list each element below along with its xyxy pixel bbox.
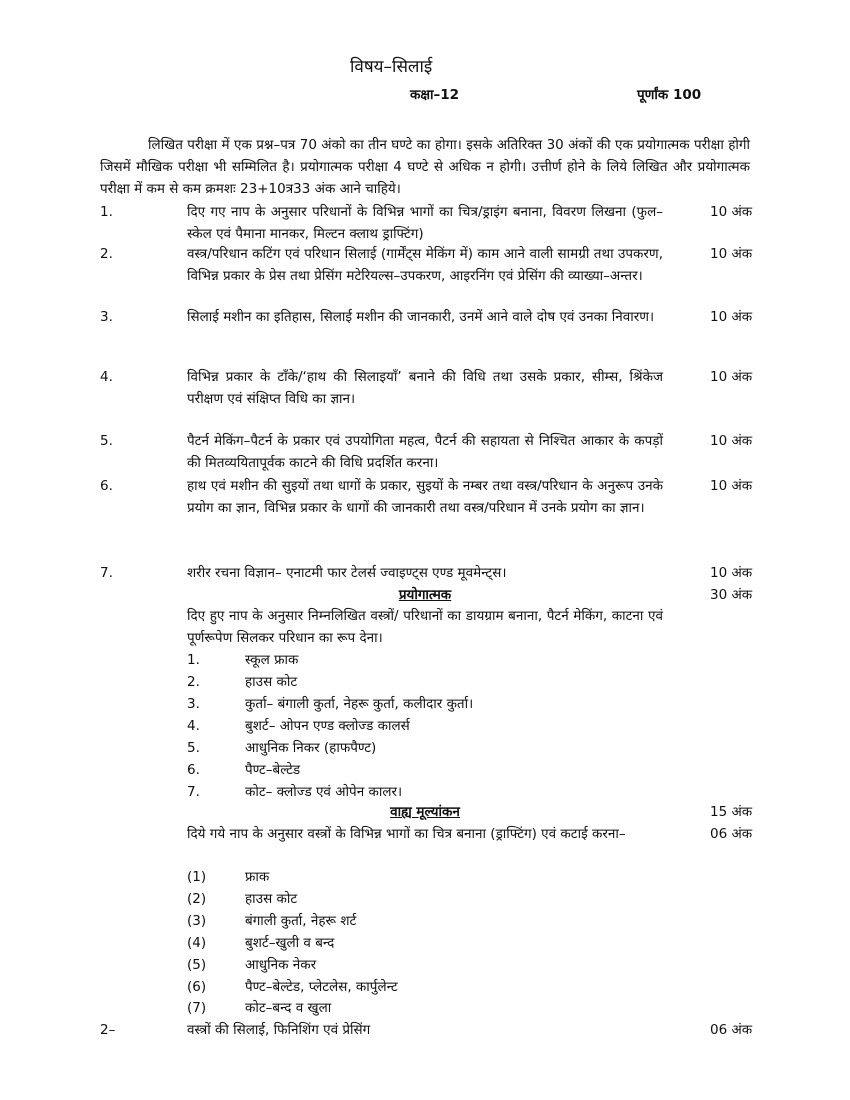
external-part2-number: 2– bbox=[100, 1022, 116, 1038]
list-item: हाउस कोट bbox=[245, 674, 298, 690]
list-number: (2) bbox=[187, 891, 207, 907]
list-item: कुर्ता– बंगाली कुर्ता, नेहरू कुर्ता, कलीदार कुर्ता। bbox=[245, 696, 474, 712]
item-marks: 10 अंक bbox=[710, 433, 753, 449]
practical-heading bbox=[187, 584, 663, 606]
external-part2-marks: 06 अंक bbox=[710, 1022, 753, 1038]
practical-marks: 30 अंक bbox=[710, 587, 753, 603]
list-item: पैण्ट–बेल्टेड, प्लेटलेस, कार्पुलेन्ट bbox=[245, 979, 398, 995]
item-number: 5. bbox=[100, 433, 113, 449]
list-item: आधुनिक निकर (हाफपैण्ट) bbox=[245, 740, 377, 756]
item-text: दिए गए नाप के अनुसार परिधानों के विभिन्न भागों का चित्र/ड्राइंग बनाना, विवरण लिखना (फुल–स्केल एवं पैमाना मानकर, मिल्टन क्लाथ ड्राफ्टिंग) bbox=[187, 204, 663, 242]
list-number: 2. bbox=[187, 674, 200, 690]
intro-paragraph: लिखित परीक्षा में एक प्रश्न–पत्र 70 अंको का तीन घण्टे का होगा। इसके अतिरिक्त 30 अंकों की एक प्रयोगात्मक परीक्षा होगी जिसमें मौखिक परीक्षा भी सम्मिलित है। प्रयोगात्मक परीक्षा 4 घण्टे से अधिक न होगी। उत्तीर्ण होने के लिये लिखित और प्रयोगात्मक परीक्षा में कम से कम क्रमशः 23+10त्र33 अंक आने चाहिये। bbox=[100, 137, 750, 197]
max-marks: पूर्णांक 100 bbox=[637, 87, 702, 103]
item-number: 7. bbox=[100, 565, 113, 581]
list-item: स्कूल फ्राक bbox=[245, 652, 299, 668]
item-text: वस्त्र/परिधान कटिंग एवं परिधान सिलाई (गार्मेंट्स मेकिंग में) काम आने वाली सामग्री तथा उपकरण, विभिन्न प्रकार के प्रेस तथा प्रेसिंग मटेरियल्स–उपकरण, आइरनिंग एवं प्रेसिंग की व्याख्या–अन्तर। bbox=[187, 246, 663, 284]
list-number: 7. bbox=[187, 784, 200, 800]
item-marks: 10 अंक bbox=[710, 478, 753, 494]
item-marks: 10 अंक bbox=[710, 309, 753, 325]
item-marks: 10 अंक bbox=[710, 565, 753, 581]
list-item: फ्राक bbox=[245, 869, 270, 885]
list-item: बंगाली कुर्ता, नेहरू शर्ट bbox=[245, 913, 357, 929]
list-item: हाउस कोट bbox=[245, 891, 298, 907]
external-marks: 15 अंक bbox=[710, 804, 753, 820]
item-marks: 10 अंक bbox=[710, 204, 753, 220]
external-part1-marks: 06 अंक bbox=[710, 826, 753, 842]
list-number: 3. bbox=[187, 696, 200, 712]
practical-description: दिए हुए नाप के अनुसार निम्नलिखित वस्त्रों/ परिधानों का डायग्राम बनाना, पैटर्न मेकिंग, काटना एवं पूर्णरूपेण सिलकर परिधान का रूप देना। bbox=[187, 608, 663, 646]
list-number: (7) bbox=[187, 1000, 207, 1016]
list-item: कोट–बन्द व खुला bbox=[245, 1000, 332, 1016]
item-number: 3. bbox=[100, 309, 113, 325]
item-text: विभिन्न प्रकार के टाँके/‘हाथ की सिलाइयाँ’ बनाने की विधि तथा उसके प्रकार, सीम्स, श्रिंकेज परीक्षण एवं संक्षिप्त विधि का ज्ञान। bbox=[187, 369, 663, 407]
list-number: 4. bbox=[187, 718, 200, 734]
list-item: पैण्ट–बेल्टेड bbox=[245, 762, 301, 778]
list-item: आधुनिक नेकर bbox=[245, 957, 317, 973]
class-label: कक्षा–12 bbox=[410, 87, 460, 103]
list-number: (6) bbox=[187, 979, 207, 995]
item-text: पैटर्न मेकिंग–पैटर्न के प्रकार एवं उपयोगिता महत्व, पैटर्न की सहायता से निश्चित आकार के कपड़ों की मितव्ययितापूर्वक काटने की विधि प्रदर्शित करना। bbox=[187, 433, 663, 471]
item-number: 6. bbox=[100, 478, 113, 494]
list-number: (5) bbox=[187, 957, 207, 973]
item-number: 2. bbox=[100, 246, 113, 262]
item-text: शरीर रचना विज्ञान– एनाटमी फार टेलर्स ज्वाइण्ट्स एण्ड मूवमेन्ट्स। bbox=[187, 565, 507, 581]
external-part2-text: वस्त्रों की सिलाई, फिनिशिंग एवं प्रेसिंग bbox=[187, 1022, 371, 1038]
practical-heading-text: प्रयोगात्मक bbox=[398, 587, 452, 603]
external-heading-text: वाह्य मूल्यांकन bbox=[390, 804, 460, 820]
item-number: 1. bbox=[100, 204, 113, 220]
list-item: बुशर्ट– ओपन एण्ड क्लोज्ड कालर्स bbox=[245, 718, 410, 734]
item-text: सिलाई मशीन का इतिहास, सिलाई मशीन की जानकारी, उनमें आने वाले दोष एवं उनका निवारण। bbox=[187, 309, 655, 325]
external-part1-text: दिये गये नाप के अनुसार वस्त्रों के विभिन्न भागों का चित्र बनाना (ड्राफ्टिंग) एवं कटाई करना– bbox=[187, 826, 626, 842]
list-number: 1. bbox=[187, 652, 200, 668]
list-number: (1) bbox=[187, 869, 207, 885]
list-number: (3) bbox=[187, 913, 207, 929]
list-number: 6. bbox=[187, 762, 200, 778]
list-number: (4) bbox=[187, 935, 207, 951]
item-text: हाथ एवं मशीन की सुइयों तथा धागों के प्रकार, सुइयों के नम्बर तथा वस्त्र/परिधान के अनुरूप उनके प्रयोग का ज्ञान, विभिन्न प्रकार के धागों की जानकारी तथा वस्त्र/परिधान में उनके प्रयोग का ज्ञान। bbox=[187, 478, 663, 516]
subject-title: विषय–सिलाई bbox=[350, 57, 433, 77]
external-heading bbox=[187, 801, 663, 823]
item-marks: 10 अंक bbox=[710, 369, 753, 385]
list-number: 5. bbox=[187, 740, 200, 756]
list-item: बुशर्ट–खुली व बन्द bbox=[245, 935, 335, 951]
item-marks: 10 अंक bbox=[710, 246, 753, 262]
item-number: 4. bbox=[100, 369, 113, 385]
list-item: कोट– क्लोज्ड एवं ओपेन कालर। bbox=[245, 784, 403, 800]
